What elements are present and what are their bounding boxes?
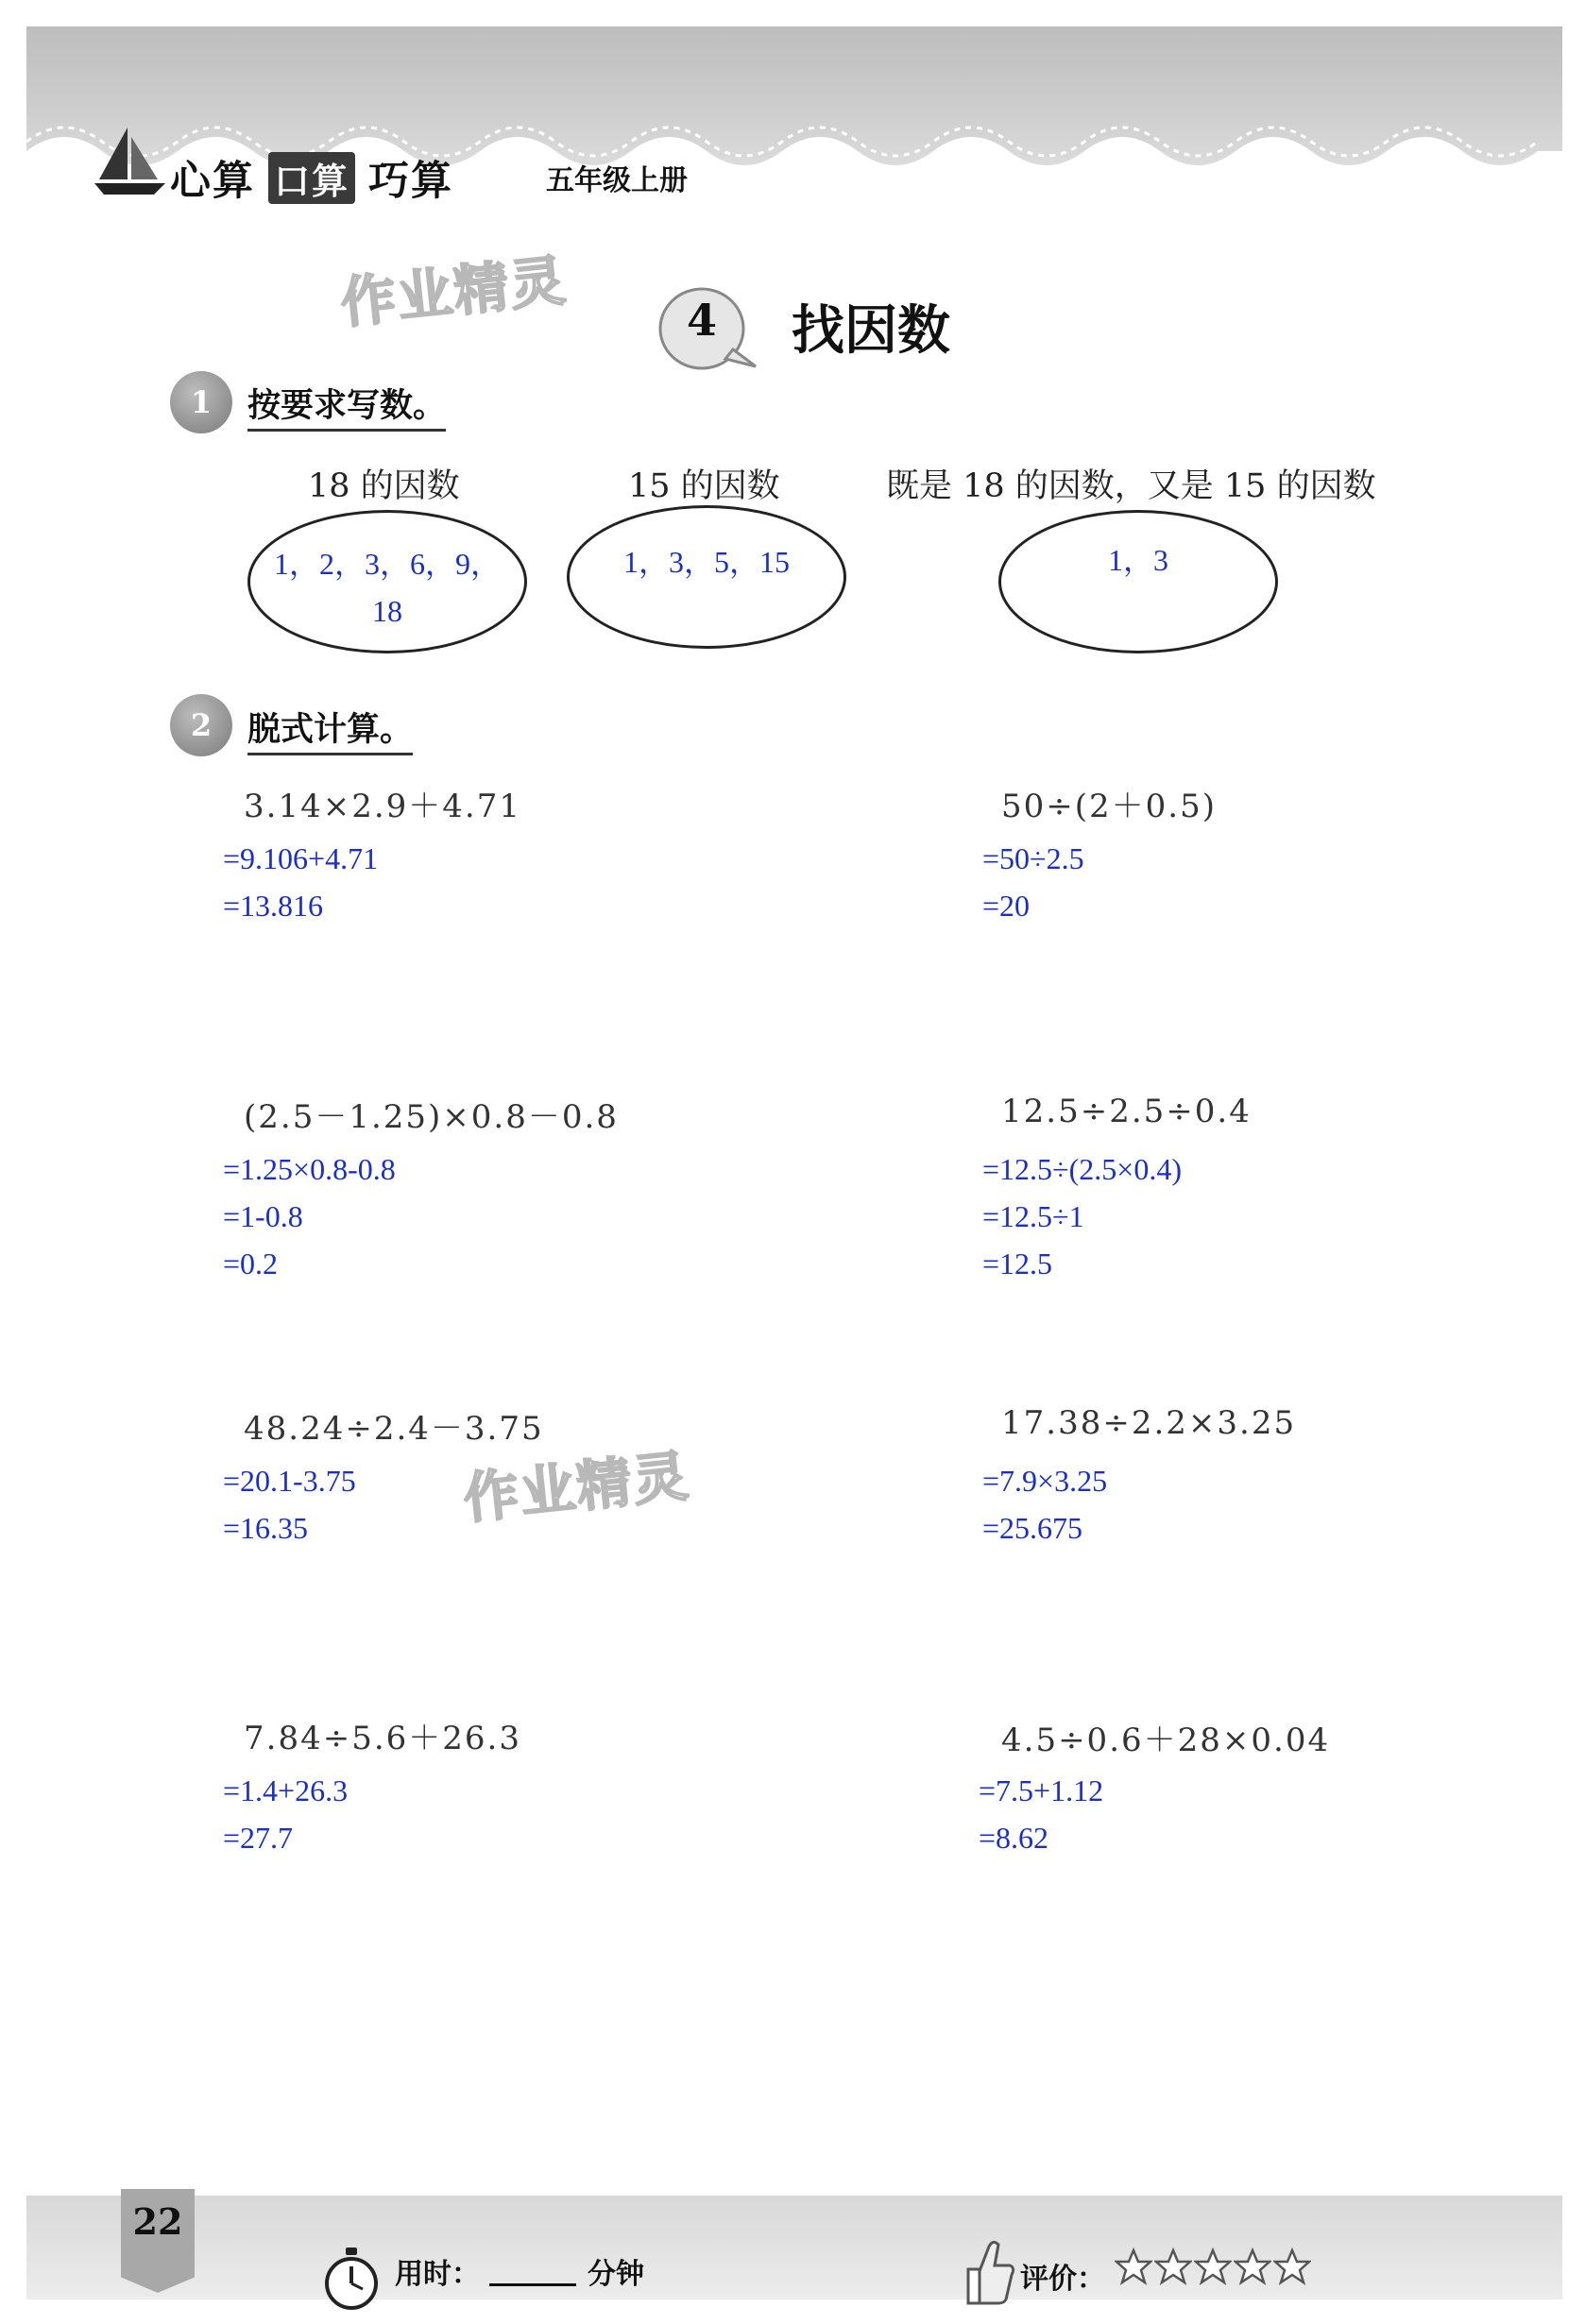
- solution-step: =7.9×3.25: [982, 1464, 1108, 1498]
- solution-step: =20: [982, 889, 1031, 923]
- grade-label: 五年级上册: [546, 164, 688, 197]
- solution-step: =25.675: [982, 1511, 1083, 1545]
- section-2-title: 脱式计算。: [247, 704, 413, 755]
- solution-step: =12.5: [982, 1247, 1053, 1281]
- lesson-number: 4: [686, 295, 717, 346]
- stopwatch-icon: [321, 2246, 382, 2312]
- star-icon[interactable]: [1273, 2248, 1311, 2285]
- solution-step: =12.5÷(2.5×0.4): [982, 1152, 1182, 1186]
- answer-line: 1，3，5，15: [622, 545, 790, 579]
- lesson-title: 找因数: [792, 300, 950, 362]
- problem-1-steps: [223, 835, 378, 929]
- solution-step: =1.4+26.3: [223, 1773, 349, 1807]
- problem-7-steps: [223, 1767, 348, 1861]
- section-2-number: 2: [170, 694, 232, 756]
- time-unit-label: 分钟: [588, 2258, 644, 2291]
- solution-step: =27.7: [223, 1821, 294, 1855]
- star-icon[interactable]: [1234, 2248, 1271, 2285]
- problem-2-expression: 50÷(2＋0.5): [1001, 788, 1217, 825]
- factor-group-2-answer: [576, 538, 837, 585]
- solution-step: =12.5÷1: [982, 1199, 1084, 1233]
- solution-step: =13.816: [223, 889, 324, 923]
- solution-step: =9.106+4.71: [223, 841, 379, 875]
- book-title: [170, 149, 453, 206]
- answer-line: 1，2，3，6，9，: [273, 547, 501, 581]
- solution-step: =0.2: [223, 1247, 279, 1281]
- star-icon[interactable]: [1194, 2248, 1232, 2285]
- problem-6-expression: 17.38÷2.2×3.25: [1001, 1404, 1297, 1442]
- factor-group-3-answer: [1008, 536, 1269, 584]
- sailboat-icon: [90, 123, 170, 198]
- rating-label: 评价：: [1020, 2263, 1105, 2296]
- problem-6-steps: [982, 1457, 1107, 1552]
- problem-4-steps: [982, 1145, 1182, 1287]
- problem-5-steps: [223, 1457, 356, 1552]
- solution-step: =8.62: [979, 1821, 1049, 1855]
- solution-step: =20.1-3.75: [223, 1464, 356, 1498]
- rating-stars: [1115, 2248, 1311, 2285]
- section-1-number: 1: [170, 371, 232, 433]
- problem-5-expression: 48.24÷2.4－3.75: [244, 1410, 544, 1448]
- time-spent-label: 用时：: [395, 2258, 480, 2291]
- book-title-part-3: 巧算: [368, 157, 454, 205]
- factor-group-1-label: 18 的因数: [308, 467, 460, 505]
- problem-7-expression: 7.84÷5.6＋26.3: [244, 1720, 521, 1757]
- star-icon[interactable]: [1154, 2248, 1192, 2285]
- answer-line: 1，3: [1107, 543, 1168, 577]
- footer-band: [26, 2196, 1562, 2299]
- factor-group-1-answer: [257, 540, 518, 635]
- solution-step: =1-0.8: [223, 1199, 303, 1233]
- factor-group-2-label: 15 的因数: [628, 467, 780, 505]
- problem-2-steps: [982, 835, 1084, 929]
- solution-step: =16.35: [223, 1511, 309, 1545]
- thumbs-up-icon: [959, 2233, 1017, 2309]
- solution-step: =1.25×0.8-0.8: [223, 1152, 396, 1186]
- star-icon[interactable]: [1115, 2248, 1152, 2285]
- problem-4-expression: 12.5÷2.5÷0.4: [1001, 1093, 1252, 1130]
- page-number: 22: [132, 2200, 183, 2243]
- factor-group-3-label: 既是 18 的因数，又是 15 的因数: [886, 467, 1376, 505]
- problem-3-expression: (2.5－1.25)×0.8－0.8: [244, 1098, 619, 1136]
- problem-8-steps: [979, 1767, 1103, 1861]
- problem-1-expression: 3.14×2.9＋4.71: [244, 788, 521, 825]
- solution-step: =7.5+1.12: [979, 1773, 1104, 1807]
- book-title-part-1: 心算: [170, 157, 255, 205]
- watermark-top: 作业精灵: [337, 247, 571, 336]
- time-spent-blank[interactable]: [489, 2255, 576, 2286]
- problem-3-steps: [223, 1145, 396, 1287]
- section-1-title: 按要求写数。: [247, 380, 446, 432]
- watermark-middle: 作业精灵: [460, 1443, 693, 1532]
- problem-8-expression: 4.5÷0.6＋28×0.04: [1001, 1722, 1331, 1759]
- solution-step: =50÷2.5: [982, 841, 1084, 875]
- book-title-part-2: 口算: [268, 152, 355, 204]
- answer-line: 18: [372, 594, 402, 628]
